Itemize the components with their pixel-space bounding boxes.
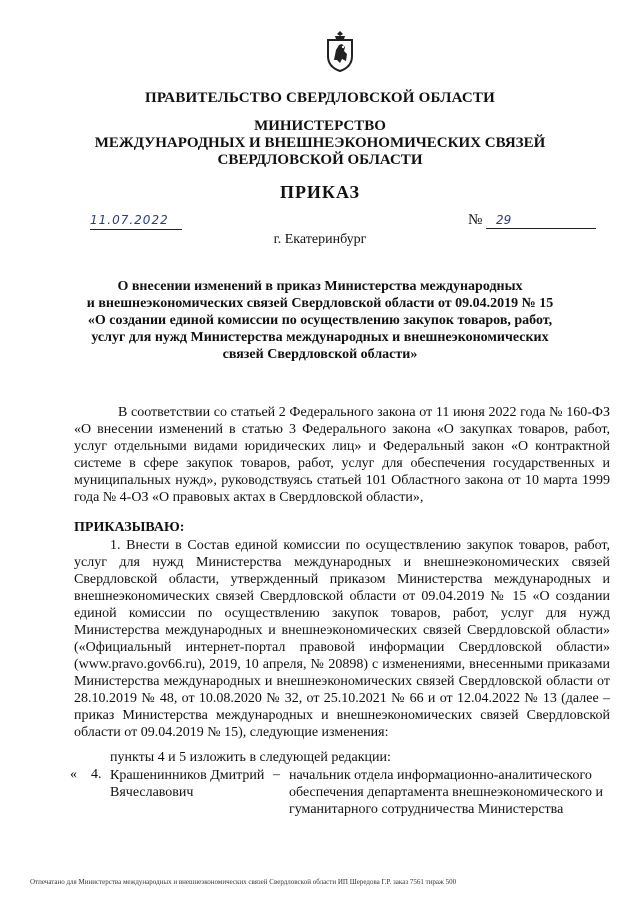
quote-mark: «: [70, 767, 77, 782]
subject-line: О внесении изменений в приказ Министерства международных: [117, 279, 523, 294]
document-number: 29: [486, 213, 596, 229]
order-word: ПРИКАЗЫВАЮ:: [74, 520, 185, 535]
subject-line: услуг для нужд Министерства международных и внешнеэкономических: [91, 330, 549, 345]
ministry-title-line: СВЕРДЛОВСКОЙ ОБЛАСТИ: [217, 152, 423, 168]
ministry-title-line: МЕЖДУНАРОДНЫХ И ВНЕШНЕЭКОНОМИЧЕСКИХ СВЯЗЕЙ: [94, 135, 546, 151]
sverdlovsk-coat-of-arms-icon: [325, 30, 355, 72]
member-name: Крашенинников Дмитрий Вячеславович: [110, 768, 265, 800]
member-item-number: 4.: [91, 767, 102, 782]
ministry-title: [0, 118, 640, 169]
print-imprint: Отпечатано для Министерства международных и внешнеэкономических связей Свердловской области ИП Шередова Г.Р. заказ 7561 тираж 500: [30, 878, 457, 886]
member-dash: –: [273, 767, 280, 782]
member-position: начальник отдела информационно-аналитического обеспечения департамента внешнеэкономического и гуманитарного сотрудничества Министерства: [289, 768, 603, 817]
subject-line: и внешнеэкономических связей Свердловской области от 09.04.2019 № 15: [86, 296, 554, 311]
number-label: №: [468, 212, 483, 228]
preamble-paragraph: В соответствии со статьей 2 Федерального закона от 11 июня 2022 года № 160-ФЗ «О внесении изменений в статью 3 Федерального закона «О закупках товаров, работ, услуг отдельными видами юридических лиц» и Федеральный закон «О контрактной системе в сфере закупок товаров, работ, услуг для обеспечения государственных и муниципальных нужд», руководствуясь статьей 101 Областного закона от 10 марта 1999 года № 4-ОЗ «О правовых актах в Свердловской области»,: [74, 405, 610, 505]
city: г. Екатеринбург: [273, 232, 367, 247]
ministry-title-line: МИНИСТЕРСТВО: [254, 118, 386, 134]
subject-line: «О создании единой комиссии по осуществлению закупок товаров, работ,: [87, 313, 553, 328]
government-title: ПРАВИТЕЛЬСТВО СВЕРДЛОВСКОЙ ОБЛАСТИ: [145, 90, 495, 106]
document-type: ПРИКАЗ: [279, 182, 361, 202]
item-1-subparagraph: пункты 4 и 5 изложить в следующей редакции:: [110, 750, 391, 765]
document-subject: [0, 278, 640, 363]
document-date: 11.07.2022: [90, 213, 182, 230]
item-1-paragraph: 1. Внести в Состав единой комиссии по осуществлению закупок товаров, работ, услуг для нужд Министерства международных и внешнеэкономических связей Свердловской области, утвержденный приказом Министерства международных и внешнеэкономических связей Свердловской области от 09.04.2019 № 15 «О создании единой комиссии по осуществлению закупок товаров, работ, услуг для нужд Министерства международных и внешнеэкономических связей Свердловской области» («Официальный интернет-портал правовой информации Свердловской области» (www.pravo.gov66.ru), 2019, 10 апреля, № 20898) с изменениями, внесенными приказами Министерства международных и внешнеэкономических связей Свердловской области от 28.10.2019 № 48, от 10.08.2020 № 32, от 25.10.2021 № 66 и от 12.04.2022 № 13 (далее – приказ Министерства международных и внешнеэкономических связей Свердловской области от 09.04.2019 № 15), следующие изменения:: [74, 538, 610, 740]
subject-line: связей Свердловской области»: [222, 347, 418, 362]
